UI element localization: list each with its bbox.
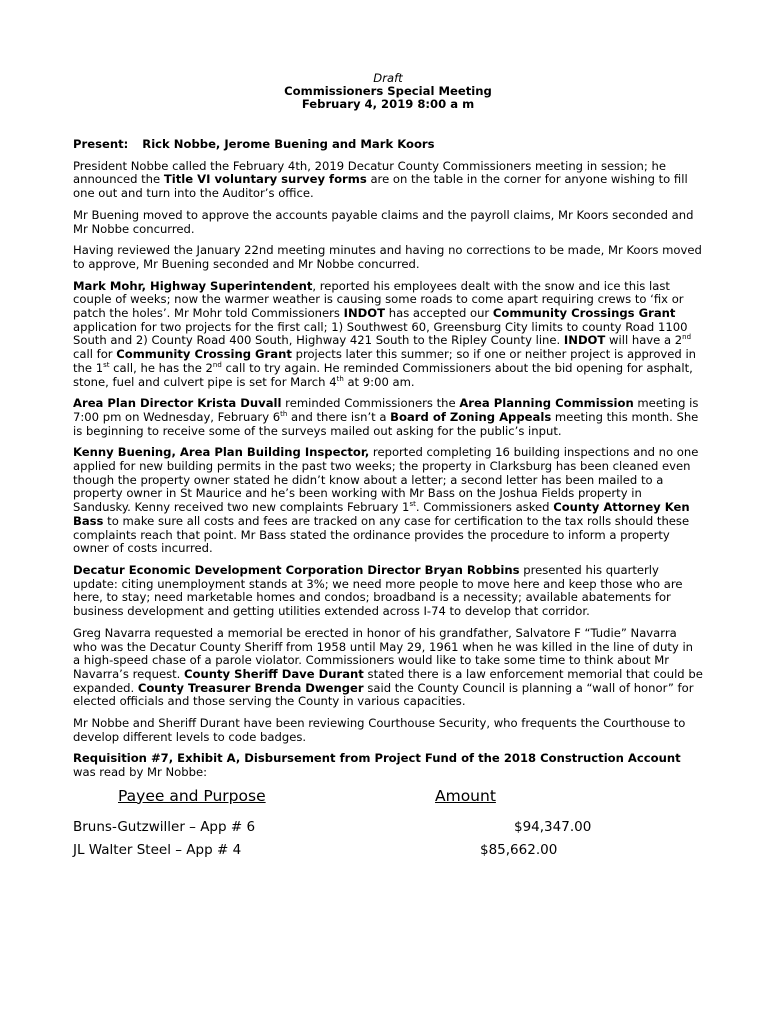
text: reported completing 16 building inspections and no one applied for new building permits in the past two weeks; the property in Clarksburg has been cleaned even though the property owner stated he didn’t know about a letter; a second letter has been mailed to a property owner in St Maurice and he’s been working with Mr Bass on the Joshua Fields property in Sandusky. Kenny received two new complaints February 1 xyxy=(73,445,699,515)
draft-label: Draft xyxy=(373,71,403,85)
text: Greg Navarra requested a memorial be erected in honor of his grandfather, Salvatore F “Tudie” Navarra who was the Decatur County Sheriff from 1958 until May 29, 1961 when he was killed in the line of duty in a high-speed chase of a parole violator. Commissioners would like to take some time to think about Mr Navarra’s request. xyxy=(73,625,694,681)
bold-text: Title VI voluntary survey forms xyxy=(163,172,367,187)
text: said the County Council is planning a “wall of honor” for elected officials and those serving the County in various capacities. xyxy=(73,680,694,709)
text: stated there is a law enforcement memorial that could be expanded. xyxy=(73,666,703,695)
document-header xyxy=(73,72,703,111)
text: application for two projects for the first call; 1) Southwest 60, Greensburg City limits to county Road 1100 South and 2) County Road 400 South, Highway 421 South to the Ripley County line. xyxy=(73,319,688,348)
payee-header: Payee and Purpose xyxy=(118,786,266,805)
bold-text: Requisition #7, Exhibit A, Disbursement from Project Fund of the 2018 Construction Account xyxy=(73,751,681,766)
bold-text: Decatur Economic Development Corporation Director Bryan Robbins xyxy=(73,562,520,577)
table-row-payee: JL Walter Steel – App # 4 xyxy=(73,841,242,858)
meeting-date: February 4, 2019 8:00 a m xyxy=(301,97,475,111)
paragraph-opening xyxy=(73,160,703,201)
superscript: th xyxy=(280,409,288,418)
text: meeting is 7:00 pm on Wednesday, February 6 xyxy=(73,396,699,424)
text: has accepted our xyxy=(385,306,493,321)
bold-text: County Treasurer Brenda Dwenger xyxy=(137,680,364,695)
table-row-amount: $94,347.00 xyxy=(514,818,592,835)
paragraph-highway xyxy=(73,280,703,390)
bold-text: Kenny Buening, Area Plan Building Inspector, xyxy=(73,445,370,460)
bold-text: County Sheriff Dave Durant xyxy=(184,666,364,681)
bold-text: Area Planning Commission xyxy=(459,396,634,411)
paragraph-requisition xyxy=(73,752,703,779)
text: . Commissioners asked xyxy=(415,500,554,515)
amount-header: Amount xyxy=(435,786,496,805)
text: and there isn’t a xyxy=(287,409,391,424)
superscript: st xyxy=(103,360,110,369)
text: presented his quarterly update: citing unemployment stands at 3%; we need more people to move here and keep those who are here, to stay; need marketable homes and condos; broadband is a necessity; available abatements for business development and getting utilities extended across I-74 to develop that corridor. xyxy=(73,562,683,619)
text: projects later this summer; so if one or neither project is approved in the 1 xyxy=(73,347,697,375)
bold-text: INDOT xyxy=(563,333,606,348)
present-label: Present: xyxy=(73,137,129,151)
text: was read by Mr Nobbe: xyxy=(73,765,207,780)
superscript: nd xyxy=(212,360,222,369)
paragraph-building-inspector xyxy=(73,446,703,556)
text: meeting this month. She is beginning to receive some of the surveys mailed out asking for the public’s input. xyxy=(73,409,699,438)
paragraph-economic-development xyxy=(73,564,703,619)
text: will have a 2 xyxy=(605,333,683,348)
paragraph-security: Mr Nobbe and Sheriff Durant have been reviewing Courthouse Security, who frequents the Courthouse to develop different levels to code badges. xyxy=(73,716,686,744)
text: call to try again. He reminded Commissioners about the bid opening for asphalt, stone, fuel and culvert pipe is set for March 4 xyxy=(73,360,693,389)
text: to make sure all costs and fees are tracked on any case for certification to the tax rolls should these complaints reach that point. Mr Bass stated the ordinance provides the procedure to inform a property owner of costs incurred. xyxy=(73,513,690,556)
superscript: th xyxy=(336,374,344,383)
text: reminded Commissioners the xyxy=(281,396,460,411)
text: , reported his employees dealt with the snow and ice this last couple of weeks; now the warmer weather is causing some roads to come apart requiring crews to ‘fix or patch the holes’. Mr Mohr told Commissioners xyxy=(73,278,684,321)
present-line xyxy=(73,138,703,152)
paragraph-claims: Mr Buening moved to approve the accounts payable claims and the payroll claims, Mr Koors seconded and Mr Nobbe concurred. xyxy=(73,207,694,236)
paragraph-area-plan xyxy=(73,397,703,438)
bold-text: Mark Mohr, Highway Superintendent xyxy=(73,278,313,293)
table-row-amount: $85,662.00 xyxy=(480,841,558,858)
document-page xyxy=(73,72,703,867)
paragraph-memorial xyxy=(73,627,703,709)
superscript: nd xyxy=(682,333,692,342)
bold-text: INDOT xyxy=(343,306,386,321)
paragraph-minutes: Having reviewed the January 22nd meeting minutes and having no corrections to be made, Mr Koors moved to approve, Mr Buening seconded and Mr Nobbe concurred. xyxy=(73,243,702,271)
present-names: Rick Nobbe, Jerome Buening and Mark Koors xyxy=(142,137,435,151)
disbursement-table xyxy=(73,787,703,867)
text: at 9:00 am. xyxy=(343,374,415,389)
superscript: st xyxy=(409,500,416,509)
bold-text: Board of Zoning Appeals xyxy=(390,409,552,424)
text: call, he has the 2 xyxy=(109,360,213,375)
text: President Nobbe called the February 4th, 2019 Decatur County Commissioners meeting in session; he announced the xyxy=(73,158,666,187)
bold-text: Community Crossing Grant xyxy=(116,347,292,362)
bold-text: County Attorney Ken Bass xyxy=(73,500,690,528)
table-row-payee: Bruns-Gutzwiller – App # 6 xyxy=(73,818,256,835)
bold-text: Area Plan Director Krista Duvall xyxy=(73,396,282,411)
bold-text: Community Crossings Grant xyxy=(492,306,676,321)
text: are on the table in the corner for anyone wishing to fill one out and turn into the Auditor’s office. xyxy=(73,172,688,201)
text: call for xyxy=(73,347,117,362)
meeting-title: Commissioners Special Meeting xyxy=(284,84,492,98)
